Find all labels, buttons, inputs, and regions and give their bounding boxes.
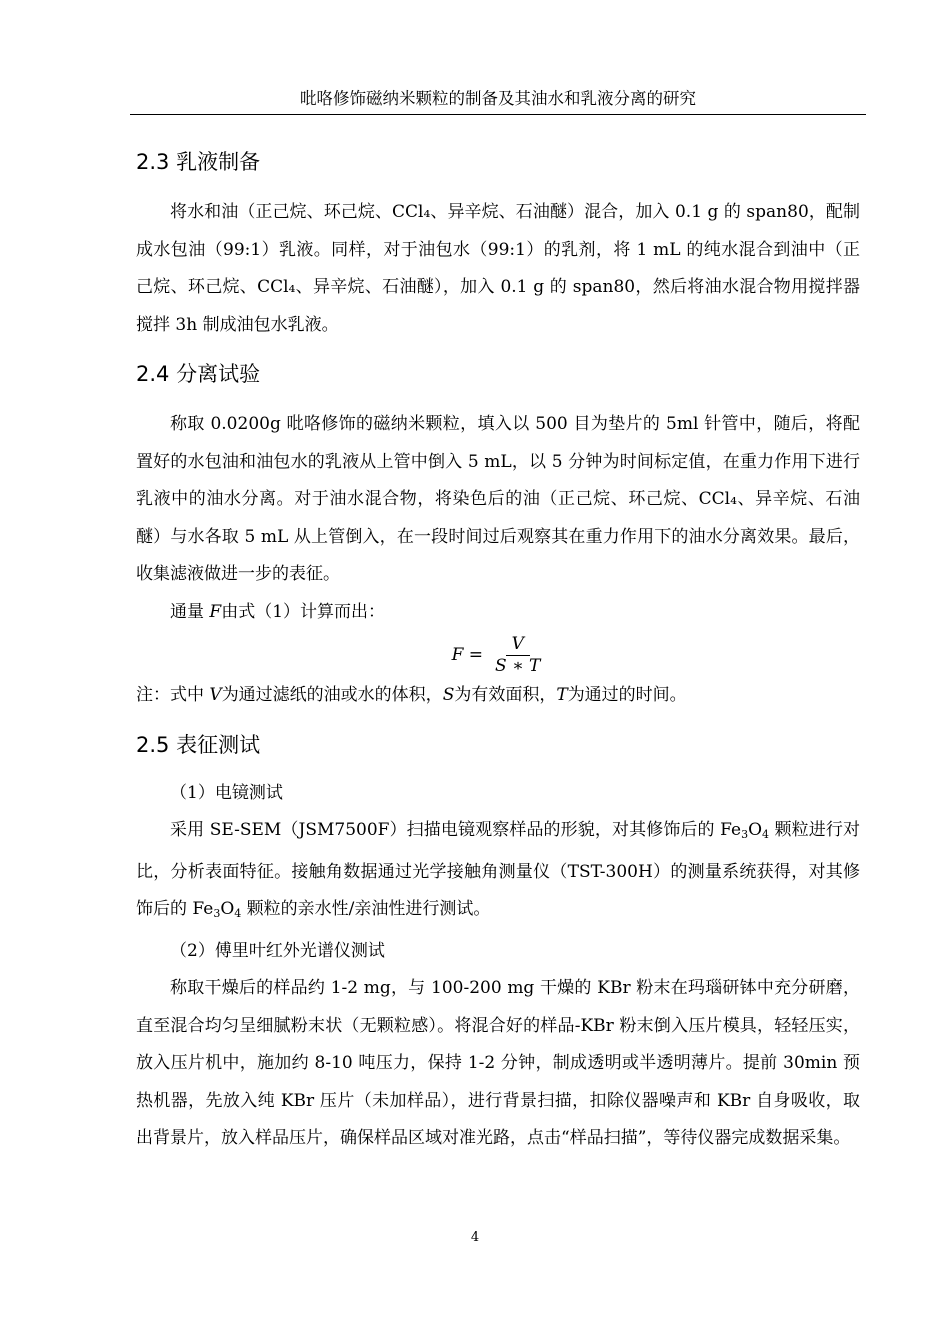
- section-heading-2-4: 2.4 分离试验: [136, 362, 261, 386]
- header-rule: [130, 114, 866, 115]
- paragraph-emulsion-prep: 将水和油（正己烷、环己烷、CCl₄、异辛烷、石油醚）混合，加入 0.1 g 的 span80，配制成水包油（99:1）乳液。同样，对于油包水（99:1）的乳剂，将 1 mL 的纯水混合到油中（正己烷、环己烷、CCl₄、异辛烷、石油醚），加入 0.1 g 的 span80，然后将油水混合物用搅拌器搅拌 3h 制成油包水乳液。: [136, 202, 860, 335]
- subheading-sem-test: （1）电镜测试: [170, 782, 283, 803]
- section-heading-2-3: 2.3 乳液制备: [136, 150, 261, 174]
- paragraph-flux-intro: 通量 F由式（1）计算而出：: [170, 601, 386, 622]
- paragraph-ftir-test: 称取干燥后的样品约 1-2 mg，与 100-200 mg 干燥的 KBr 粉末在玛瑙研钵中充分研磨，直至混合均匀呈细腻粉末状（无颗粒感）。将混合好的样品-KBr 粉末倒入压片模具，轻轻压实，放入压片机中，施加约 8-10 吨压力，保持 1-2 分钟，制成透明或半透明薄片。提前 30min 预热机器，先放入纯 KBr 压片（未加样品），进行背景扫描，扣除仪器噪声和 KBr 自身吸收，取出背景片，放入样品压片，确保样品区域对准光路，点击“样品扫描”，等待仪器完成数据采集。: [136, 978, 860, 1148]
- flux-formula: [136, 633, 860, 677]
- formula-lhs: F =: [451, 645, 484, 665]
- formula-note: 注：式中 V为通过滤纸的油或水的体积，S为有效面积，T为通过的时间。: [136, 685, 687, 705]
- subheading-ftir-test: （2）傅里叶红外光谱仪测试: [170, 940, 385, 961]
- running-header: 吡咯修饰磁纳米颗粒的制备及其油水和乳液分离的研究: [300, 89, 696, 108]
- section-heading-2-5: 2.5 表征测试: [136, 732, 261, 757]
- paragraph-sem-test: 采用 SE-SEM（JSM7500F）扫描电镜观察样品的形貌，对其修饰后的 $Fe_3O_4$ 颗粒进行对比，分析表面特征。接触角数据通过光学接触角测量仪（TST-300H）的测量系统获得，对其修饰后的 $Fe_3O_4$ 颗粒的亲水性/亲油性进行测试。: [136, 820, 860, 920]
- formula-fraction: [491, 635, 544, 676]
- flux-variable: F: [209, 601, 222, 622]
- page-body: [136, 144, 860, 1158]
- formula-denominator: S ∗ T: [495, 655, 541, 676]
- paragraph-separation-test: 称取 0.0200g 吡咯修饰的磁纳米颗粒，填入以 500 目为垫片的 5ml 针管中，随后，将配置好的水包油和油包水的乳液从上管中倒入 5 mL，以 5 分钟为时间标定值，在重力作用下进行乳液中的油水分离。对于油水混合物，将染色后的油（正己烷、环己烷、CCl₄、异辛烷、石油醚）与水各取 5 mL 从上管倒入，在一段时间过后观察其在重力作用下的油水分离效果。最后，收集滤液做进一步的表征。: [136, 414, 860, 584]
- page-number: 4: [470, 1230, 480, 1245]
- formula-numerator: V: [506, 635, 530, 656]
